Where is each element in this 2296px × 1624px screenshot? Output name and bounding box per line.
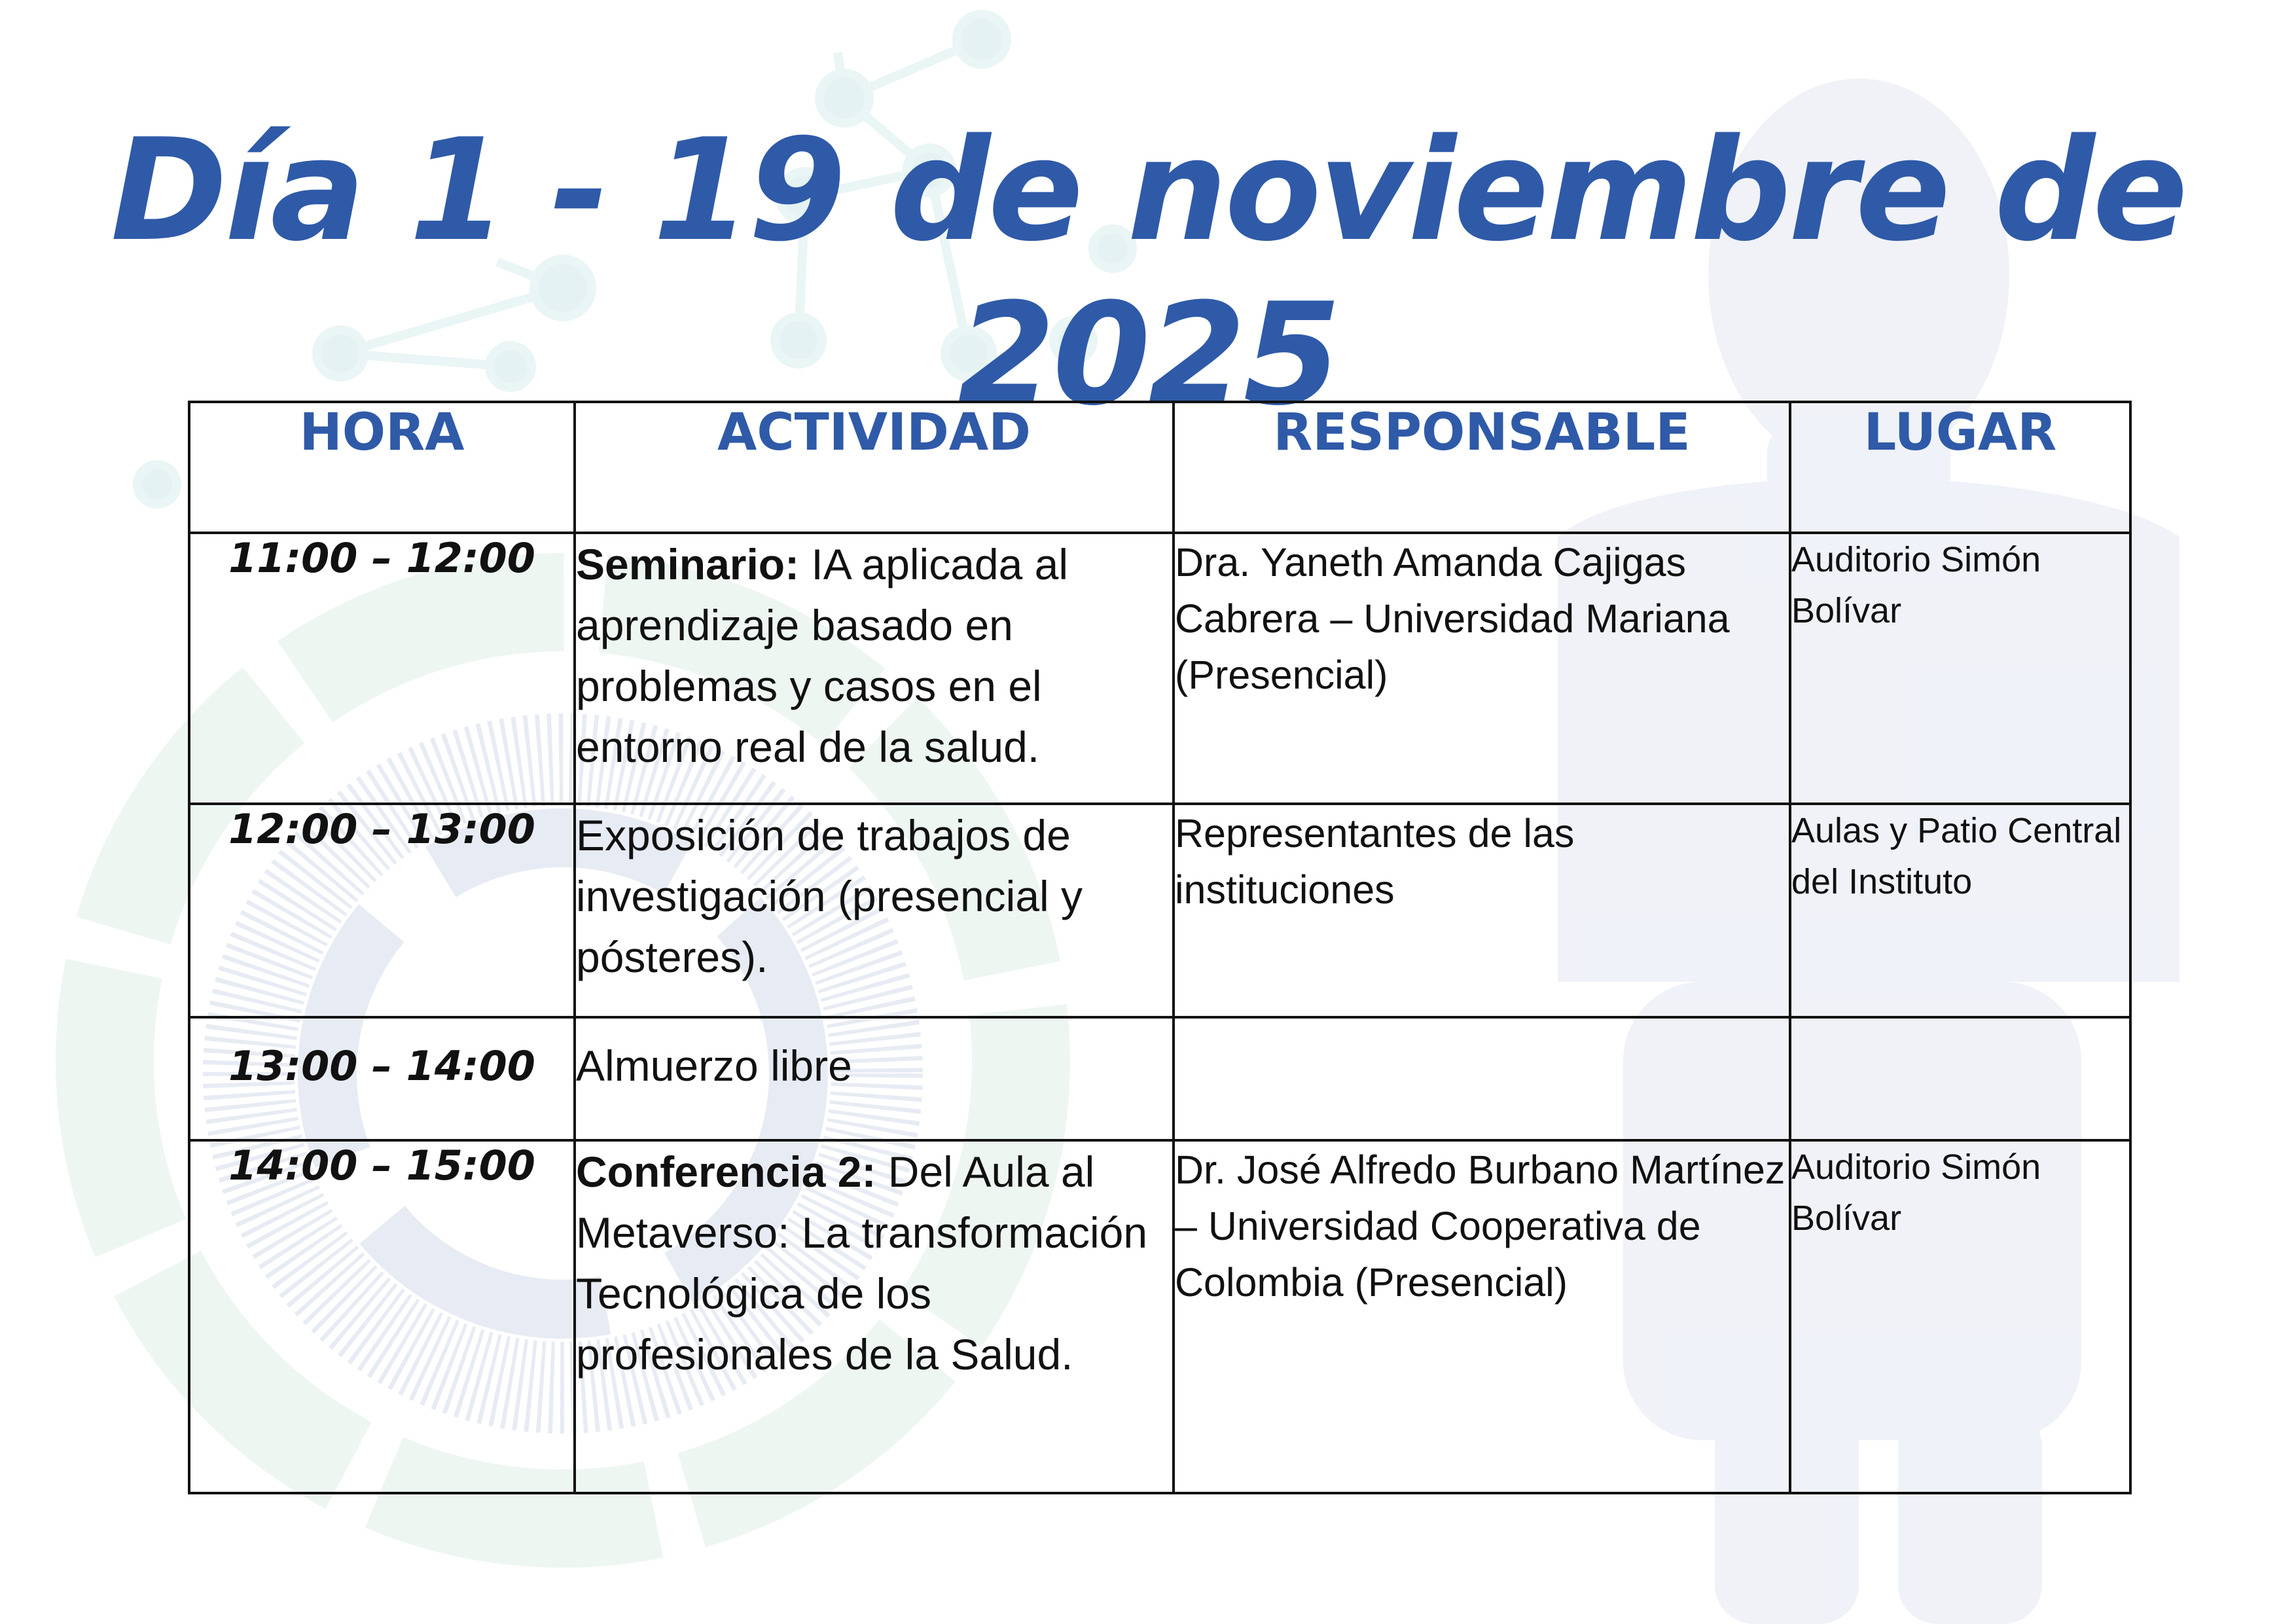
place-cell: Auditorio Simón Bolívar: [1790, 533, 2130, 804]
responsible-cell: Dr. José Alfredo Burbano Martínez – Universidad Cooperativa de Colombia (Presencial): [1174, 1140, 1790, 1493]
table-row: [189, 1017, 2130, 1140]
place-cell: Auditorio Simón Bolívar: [1790, 1140, 2130, 1493]
header-hora: HORA: [189, 402, 575, 533]
activity-cell: [575, 1017, 1174, 1140]
activity-cell: [575, 1140, 1174, 1493]
place-cell: Aulas y Patio Central del Instituto: [1790, 804, 2130, 1017]
activity-text: IA aplicada al aprendizaje basado en problemas y casos en el entorno real de la salud.: [576, 540, 1069, 771]
time-cell: 11:00 – 12:00: [189, 533, 575, 804]
time-cell: 14:00 – 15:00: [189, 1140, 575, 1493]
table-row: [189, 1140, 2130, 1493]
agenda-table: [188, 401, 2132, 1494]
responsible-cell: Representantes de las instituciones: [1174, 804, 1790, 1017]
activity-text: Exposición de trabajos de investigación (presencial y pósteres).: [576, 811, 1083, 981]
page-title: Día 1 - 19 de noviembre de 2025: [110, 108, 2186, 437]
table-header-row: [189, 402, 2130, 533]
table-row: [189, 804, 2130, 1017]
header-responsable: RESPONSABLE: [1174, 402, 1790, 533]
table-row: [189, 533, 2130, 804]
activity-cell: [575, 533, 1174, 804]
responsible-cell: [1174, 1017, 1790, 1140]
activity-bold-label: Seminario:: [576, 540, 800, 588]
time-cell: 13:00 – 14:00: [189, 1017, 575, 1140]
responsible-cell: Dra. Yaneth Amanda Cajigas Cabrera – Universidad Mariana (Presencial): [1174, 533, 1790, 804]
time-cell: 12:00 – 13:00: [189, 804, 575, 1017]
place-cell: [1790, 1017, 2130, 1140]
activity-text: Del Aula al Metaverso: La transformación Tecnológica de los profesionales de la Salud.: [576, 1147, 1148, 1379]
activity-cell: [575, 804, 1174, 1017]
activity-text: Almuerzo libre: [576, 1041, 852, 1090]
activity-bold-label: Conferencia 2:: [576, 1147, 876, 1196]
header-actividad: ACTIVIDAD: [575, 402, 1174, 533]
header-lugar: LUGAR: [1790, 402, 2130, 533]
